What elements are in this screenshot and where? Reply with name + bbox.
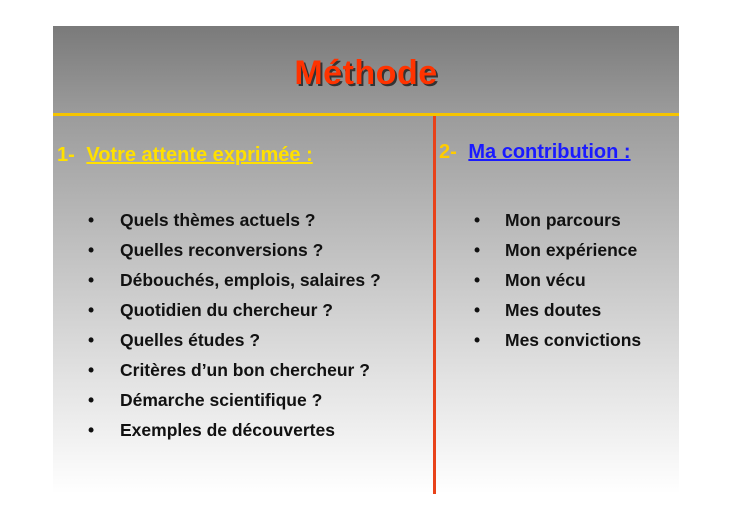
list-item — [474, 235, 674, 265]
list-item-text: Quelles reconversions ? — [120, 240, 324, 260]
list-item — [474, 265, 674, 295]
list-item — [88, 415, 433, 445]
bullet-icon: • — [474, 210, 481, 230]
list-item-text: Mon vécu — [505, 270, 586, 290]
bullet-icon: • — [474, 240, 481, 260]
list-item-text: Quels thèmes actuels ? — [120, 210, 316, 230]
left-section-title: Votre attente exprimée : — [86, 144, 313, 166]
list-item-text: Démarche scientifique ? — [120, 390, 323, 410]
right-section-title: Ma contribution : — [468, 141, 631, 163]
list-item-text: Exemples de découvertes — [120, 420, 335, 440]
list-item — [88, 295, 433, 325]
list-item — [88, 385, 433, 415]
bullet-icon: • — [88, 300, 95, 320]
left-bullet-list — [88, 205, 433, 445]
slide — [53, 26, 679, 494]
bullet-icon: • — [474, 330, 481, 350]
list-item-text: Mes doutes — [505, 300, 602, 320]
column-divider — [433, 116, 436, 494]
list-item — [474, 325, 674, 355]
right-section-heading — [439, 141, 631, 164]
list-item-text: Quotidien du chercheur ? — [120, 300, 333, 320]
list-item — [88, 325, 433, 355]
bullet-icon: • — [474, 300, 481, 320]
list-item-text: Mon parcours — [505, 210, 621, 230]
left-section-heading — [57, 144, 313, 167]
list-item-text: Critères d’un bon chercheur ? — [120, 360, 370, 380]
list-item — [474, 205, 674, 235]
list-item — [88, 205, 433, 235]
bullet-icon: • — [88, 240, 95, 260]
list-item-text: Mon expérience — [505, 240, 638, 260]
bullet-icon: • — [88, 390, 95, 410]
left-section-number: 1- — [57, 144, 75, 166]
bullet-icon: • — [88, 360, 95, 380]
list-item — [88, 235, 433, 265]
bullet-icon: • — [88, 270, 95, 290]
list-item — [88, 355, 433, 385]
title-divider — [53, 113, 679, 116]
list-item — [474, 295, 674, 325]
list-item-text: Quelles études ? — [120, 330, 261, 350]
list-item-text: Débouchés, emplois, salaires ? — [120, 270, 381, 290]
right-bullet-list — [474, 205, 674, 355]
slide-title: Méthode — [294, 54, 438, 92]
bullet-icon: • — [88, 210, 95, 230]
right-section-number: 2- — [439, 141, 457, 163]
bullet-icon: • — [88, 330, 95, 350]
bullet-icon: • — [474, 270, 481, 290]
list-item-text: Mes convictions — [505, 330, 642, 350]
bullet-icon: • — [88, 420, 95, 440]
list-item — [88, 265, 433, 295]
